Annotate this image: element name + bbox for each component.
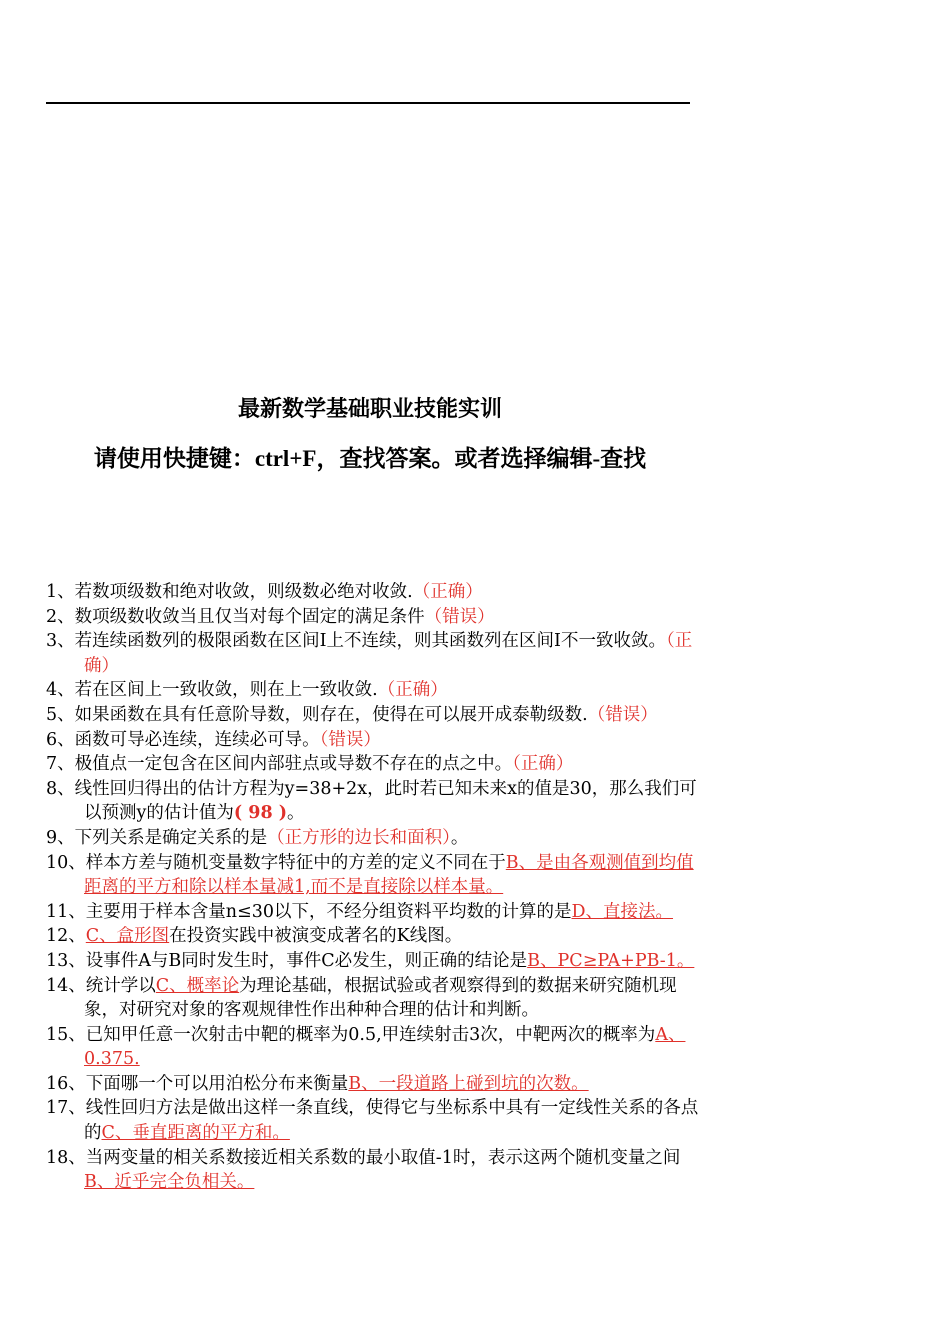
question-item: 16、下面哪一个可以用泊松分布来衡量B、一段道路上碰到坑的次数。: [46, 1073, 589, 1094]
question-item: 8、线性回归得出的估计方程为y=38+2x，此时若已知未来x的值是30，那么我们可以预测y的估计值为( 98 )。: [46, 778, 697, 824]
answer: （正确）: [84, 631, 693, 676]
question-item: 11、主要用于样本含量n≤30以下，不经分组资料平均数的计算的是D、直接法。: [46, 901, 674, 922]
question-item: 13、设事件A与B同时发生时，事件C必发生，则正确的结论是B、PC≥PA+PB-1。: [46, 950, 695, 971]
answer: （错误）: [319, 729, 381, 750]
question-item: 9、下列关系是确定关系的是（正方形的边长和面积）。: [46, 827, 469, 848]
answer: D、直接法。: [571, 901, 674, 922]
answer: C、垂直距离的平方和。: [101, 1123, 290, 1144]
question-item: 10、样本方差与随机变量数字特征中的方差的定义不同在于B、是由各观测值到均值距离的平方和除以样本量减1,而不是直接除以样本量。: [46, 852, 694, 898]
question-item: 18、当两变量的相关系数接近相关系数的最小取值-1时，表示这两个随机变量之间B、近乎完全负相关。: [46, 1147, 681, 1193]
answer: （正方形的边长和面积）: [267, 827, 451, 848]
question-item: 1、若数项级数和绝对收敛，则级数必绝对收敛.（正确）: [46, 582, 483, 602]
answer: （错误）: [424, 606, 495, 627]
answer: ( 98 ): [233, 803, 287, 824]
answer: （正确）: [377, 680, 448, 701]
answer: （错误）: [587, 704, 658, 725]
page-title: 最新数学基础职业技能实训: [237, 396, 502, 421]
question-item: 14、统计学以C、概率论为理论基础，根据试验或者观察得到的数据来研究随机现象，对研究对象的客观规律性作出种种合理的估计和判断。: [46, 975, 677, 1021]
page-subtitle: 请使用快捷键：ctrl+F，查找答案。或者选择编辑-查找: [93, 446, 647, 471]
question-item: 7、极值点一定包含在区间内部驻点或导数不存在的点之中。（正确）: [46, 754, 574, 775]
question-item: 3、若连续函数列的极限函数在区间I上不连续，则其函数列在区间I不一致收敛。（正确）: [46, 631, 693, 676]
answer: B、是由各观测值到均值距离的平方和除以样本量减1,而不是直接除以样本量。: [84, 852, 694, 898]
question-item: 2、数项级数收敛当且仅当对每个固定的满足条件（错误）: [46, 606, 495, 627]
question-item: 6、函数可导必连续，连续必可导。（错误）: [46, 729, 381, 750]
question-item: 5、如果函数在具有任意阶导数，则存在，使得在可以展开成泰勒级数.（错误）: [46, 704, 658, 725]
answer: B、一段道路上碰到坑的次数。: [348, 1073, 589, 1094]
answer: B、近乎完全负相关。: [84, 1172, 255, 1193]
answer: B、PC≥PA+PB-1。: [527, 950, 695, 971]
answer: （正确）: [412, 582, 483, 602]
question-item: 15、已知甲任意一次射击中靶的概率为0.5,甲连续射击3次，中靶两次的概率为A、0.375.: [46, 1024, 686, 1070]
answer: C、盒形图: [85, 926, 170, 947]
answer: （正确）: [512, 754, 574, 775]
top-rule: [46, 102, 690, 104]
question-item: 4、若在区间上一致收敛，则在上一致收敛.（正确）: [46, 680, 448, 701]
answer: A、0.375.: [84, 1024, 686, 1070]
question-item: 17、线性回归方法是做出这样一条直线，使得它与坐标系中具有一定线性关系的各点的C、垂直距离的平方和。: [46, 1098, 699, 1144]
answer: C、概率论: [155, 975, 240, 996]
question-list: [46, 580, 706, 1195]
question-item: 12、C、盒形图在投资实践中被演变成著名的K线图。: [46, 926, 463, 947]
